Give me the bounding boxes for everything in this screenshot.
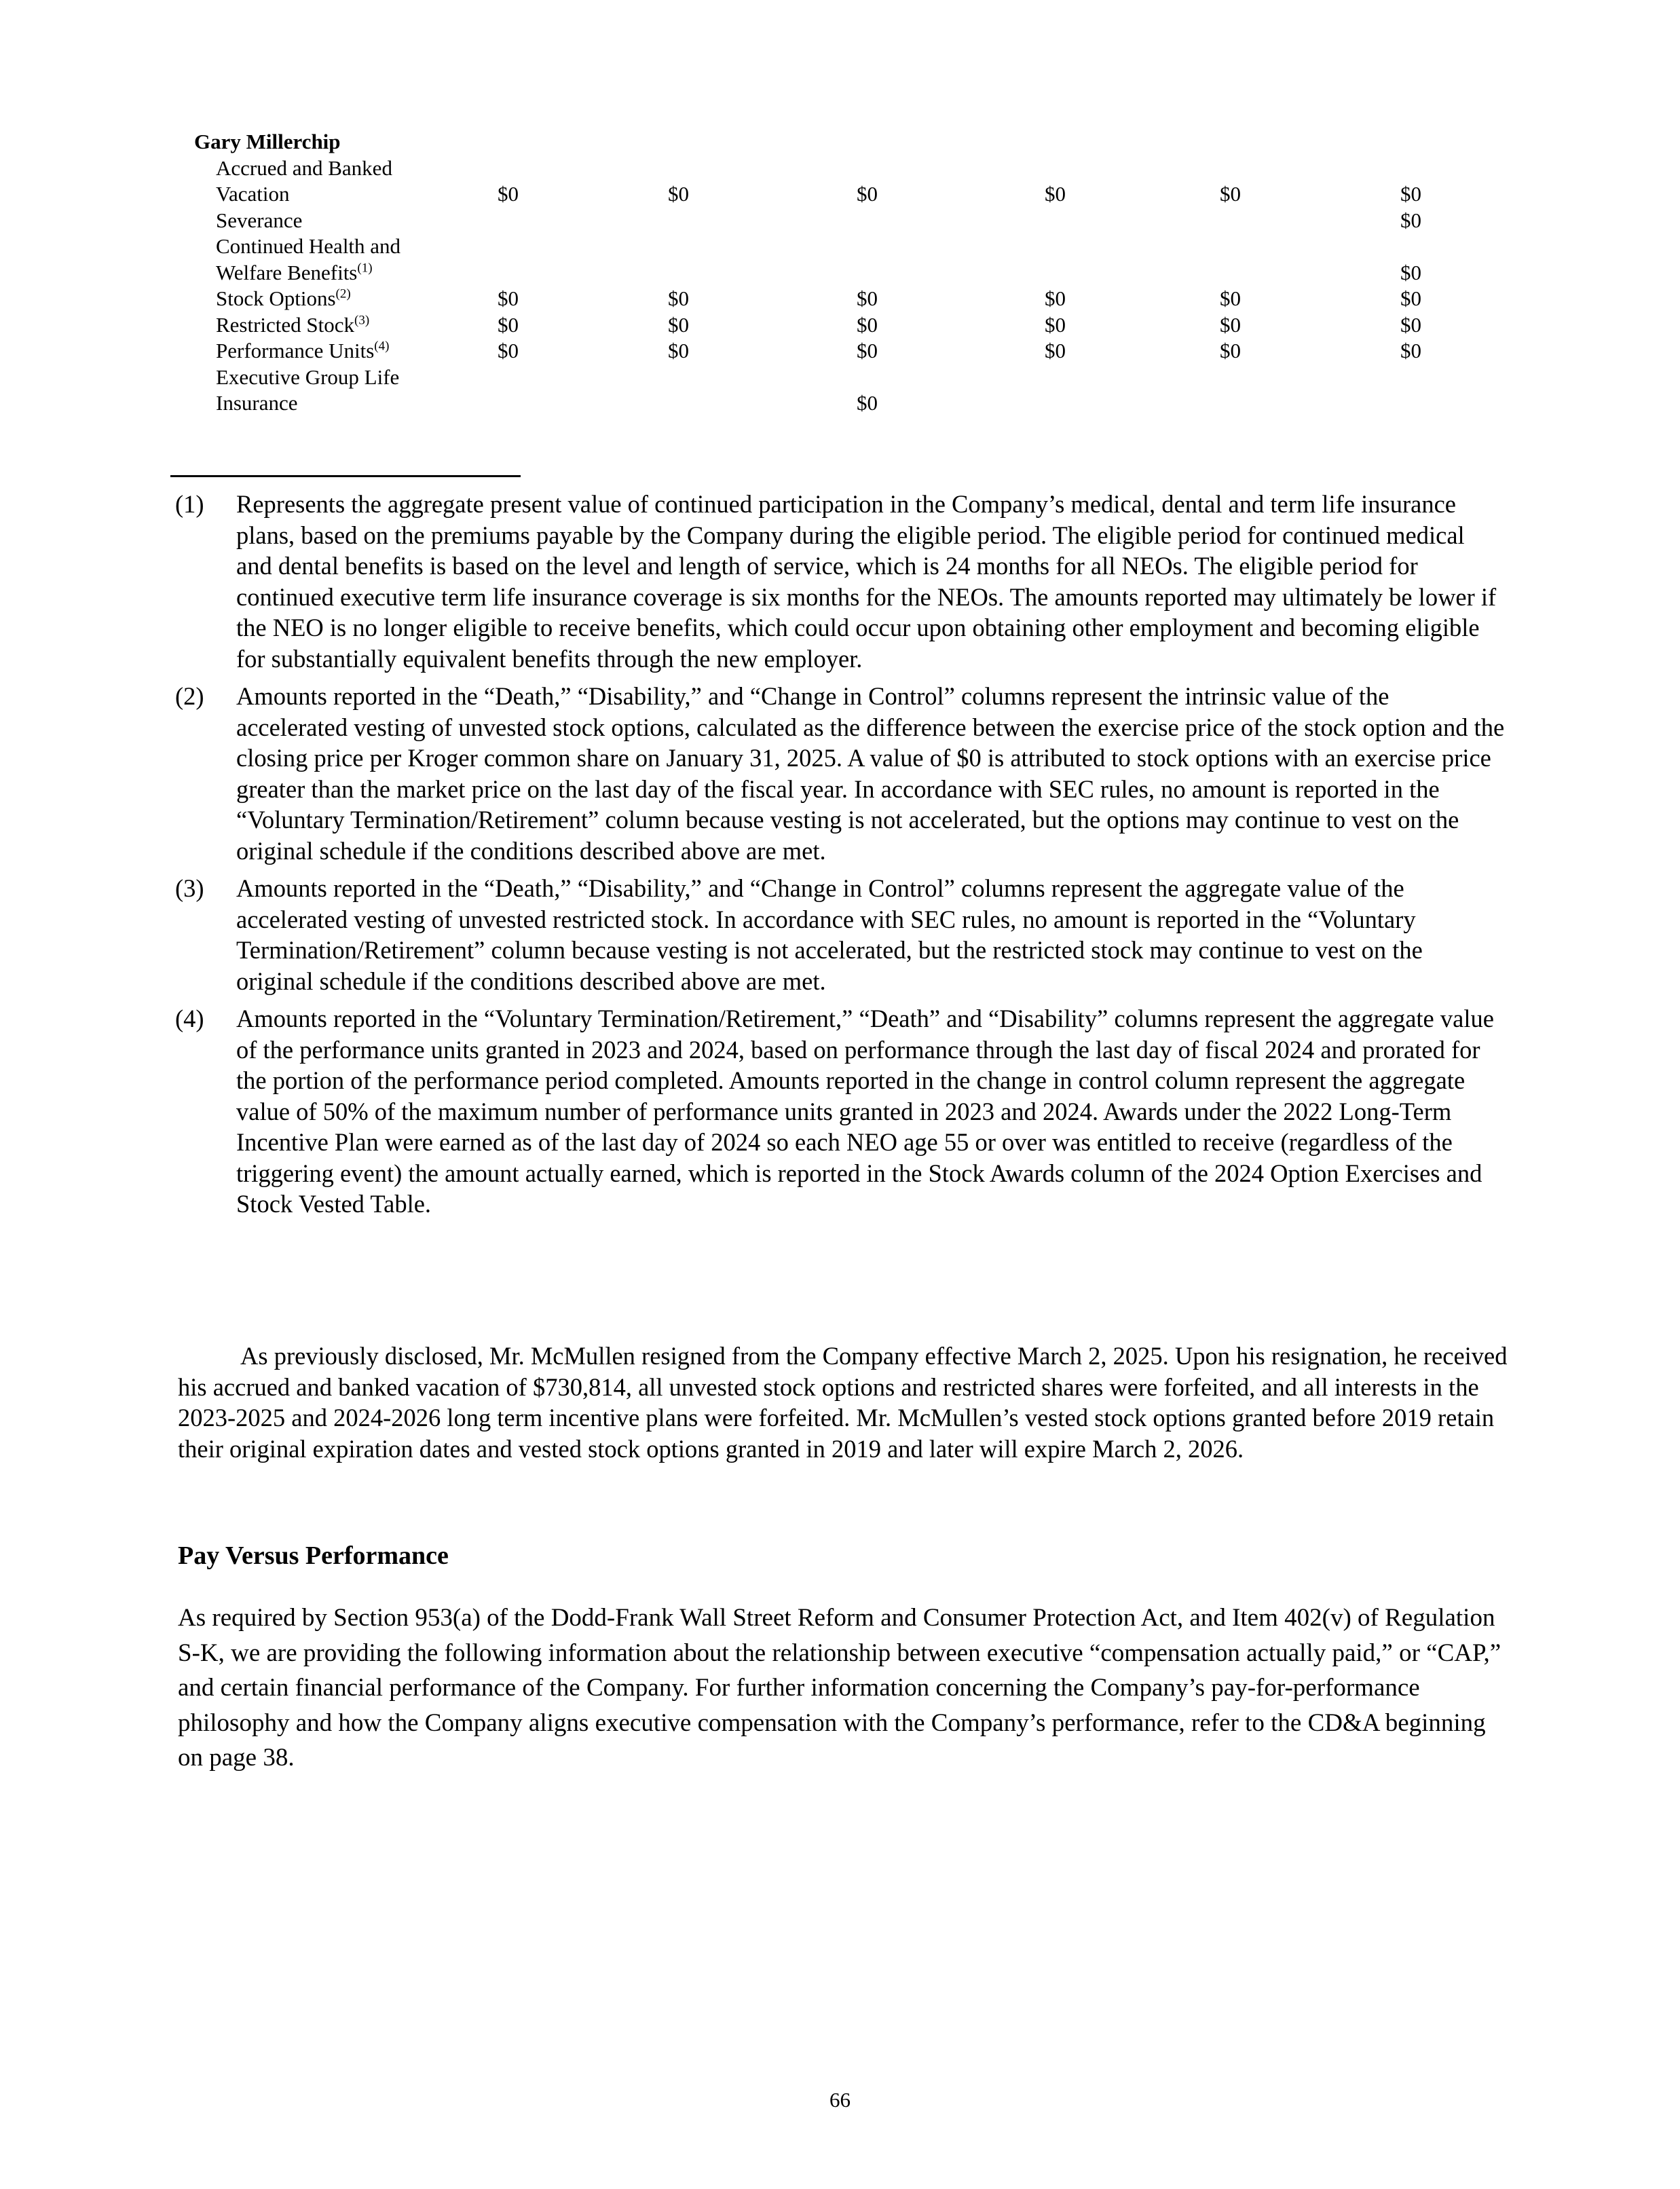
table-row [194,338,1470,364]
footnote [175,1003,1506,1220]
cell: $0 [1220,312,1241,337]
cell: $0 [1045,286,1066,310]
footnote-ref: (1) [357,261,373,276]
cell: $0 [498,339,519,362]
section-body: As required by Section 953(a) of the Dodd-Frank Wall Street Reform and Consumer Protection Act, and Item 402(v) of Regulation S-K, we are providing the following information about the relationship between executive “compensation actually paid,” or “CAP,” and certain financial performance of the Company. For further information concerning the Company’s pay-for-performance philosophy and how the Company aligns executive compensation with the Company’s performance, refer to the CD&A beginning on page 38. [178,1604,1501,1772]
cell: $0 [1045,182,1066,206]
footnote-number: (1) [175,490,204,518]
severance-table [194,129,1470,417]
footnote [175,873,1506,996]
table-person-row [194,129,1470,155]
table-row [194,286,1470,312]
cell: $0 [857,391,878,415]
cell: $0 [1220,339,1241,362]
footnotes [175,489,1506,1227]
footnote [175,489,1506,674]
footnote-number: (3) [175,874,204,902]
row-label: Executive Group Life Insurance [216,364,400,415]
cell: $0 [1400,339,1421,362]
row-label: Severance [216,208,303,232]
row-label: Performance Units$^{(4)}$ [216,339,390,362]
cell: $0 [498,286,519,310]
cell: $0 [668,339,689,362]
table-row [194,312,1470,339]
cell: $0 [498,182,519,206]
footnote-number: (2) [175,682,204,710]
row-label: Restricted Stock$^{(3)}$ [216,312,370,337]
body-paragraph: As previously disclosed, Mr. McMullen resigned from the Company effective March 2, 2025. Upon his resignation, he received his accrued and banked vacation of $730,814, all unvested stock options and restricted shares were forfeited, and all interests in the 2023-2025 and 2024-2026 long term incentive plans were forfeited. Mr. McMullen’s vested stock options granted before 2019 retain their original expiration dates and vested stock options granted in 2019 and later will expire March 2, 2026. [178,1342,1508,1463]
row-label: Stock Options$^{(2)}$ [216,286,351,310]
cell: $0 [1400,286,1421,310]
table-row [194,364,1470,417]
cell: $0 [498,312,519,337]
footnote-text: Amounts reported in the “Death,” “Disability,” and “Change in Control” columns represent the aggregate value of the accelerated vesting of unvested restricted stock. In accordance with SEC rules, no amount is reported in the “Voluntary Termination/Retirement” column because vesting is not accelerated, but the restricted stock may continue to vest on the original schedule if the conditions described above are met. [236,874,1423,995]
footnote-ref: (4) [374,339,390,354]
footnote-number: (4) [175,1005,204,1032]
cell: $0 [1400,182,1421,206]
page-number: 66 [829,2088,851,2112]
section-heading: Pay Versus Performance [178,1541,449,1570]
executive-name: Gary Millerchip [194,130,341,153]
cell: $0 [1400,312,1421,337]
cell: $0 [1400,208,1421,232]
cell: $0 [668,312,689,337]
cell: $0 [1220,286,1241,310]
footnote-text: Amounts reported in the “Death,” “Disability,” and “Change in Control” columns represent the intrinsic value of the accelerated vesting of unvested stock options, calculated as the difference between the exercise price of the stock option and the closing price per Kroger common share on January 31, 2025. A value of $0 is attributed to stock options with an exercise price greater than the market price on the last day of the fiscal year. In accordance with SEC rules, no amount is reported in the “Voluntary Termination/Retirement” column because vesting is not accelerated, but the options may continue to vest on the original schedule if the conditions described above are met. [236,682,1505,865]
cell: $0 [1400,260,1421,284]
cell: $0 [857,312,878,337]
cell: $0 [857,182,878,206]
cell: $0 [668,182,689,206]
cell: $0 [857,339,878,362]
cell: $0 [1045,312,1066,337]
row-label: Continued Health and Welfare Benefits$^{(1)}$ [216,234,401,284]
table-row [194,155,1470,208]
table-row [194,233,1470,286]
footnote-text: Amounts reported in the “Voluntary Termination/Retirement,” “Death” and “Disability” columns represent the aggregate value of the performance units granted in 2023 and 2024, based on performance through the last day of fiscal 2024 and prorated for the portion of the performance period completed. Amounts reported in the change in control column represent the aggregate value of 50% of the maximum number of performance units granted in 2023 and 2024. Awards under the 2022 Long-Term Incentive Plan were earned as of the last day of 2024 so each NEO age 55 or over was entitled to receive (regardless of the triggering event) the amount actually earned, which is reported in the Stock Awards column of the 2024 Option Exercises and Stock Vested Table. [236,1005,1494,1218]
footnote-ref: (2) [335,286,351,301]
cell: $0 [1220,182,1241,206]
row-label: Accrued and Banked Vacation [216,155,392,206]
footnote-ref: (3) [354,313,370,328]
table-row [194,208,1470,234]
footnote-text: Represents the aggregate present value of continued participation in the Company’s medical, dental and term life insurance plans, based on the premiums payable by the Company during the eligible period. The eligible period for continued medical and dental benefits is based on the level and length of service, which is 24 months for all NEOs. The eligible period for continued executive term life insurance coverage is six months for the NEOs. The amounts reported may ultimately be lower if the NEO is no longer eligible to receive benefits, which could occur upon obtaining other employment and becoming eligible for substantially equivalent benefits through the new employer. [236,490,1497,673]
cell: $0 [857,286,878,310]
cell: $0 [668,286,689,310]
footnote-divider [170,475,521,477]
cell: $0 [1045,339,1066,362]
footnote [175,681,1506,866]
